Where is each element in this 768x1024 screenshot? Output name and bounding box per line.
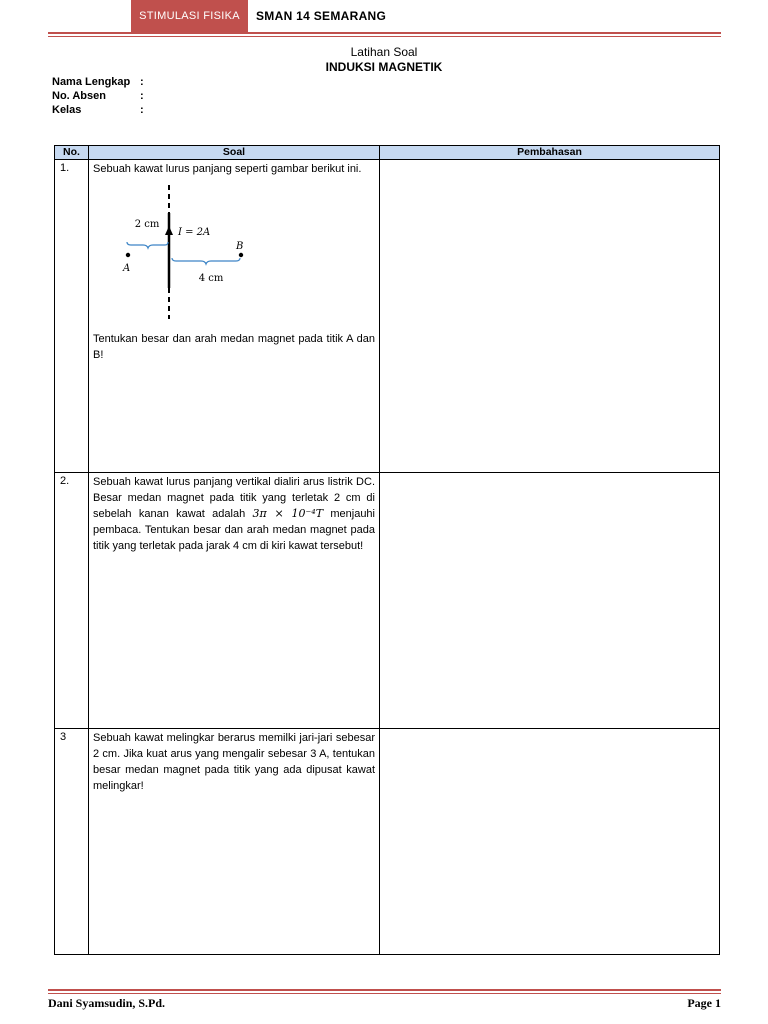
label-dist-b: 4 cm bbox=[198, 273, 224, 284]
doc-subtitle: INDUKSI MAGNETIK bbox=[325, 60, 443, 74]
table-header-row bbox=[55, 146, 720, 160]
soal-text-b: menjauhi pembaca. Tentukan besar dan arah medan magnet pada titik yang terletak pada jarak 4 cm di kiri kawat tersebut! bbox=[93, 508, 375, 552]
pembahasan-cell bbox=[380, 160, 720, 473]
identity-label: Nama Lengkap bbox=[52, 76, 131, 88]
header-rule bbox=[48, 32, 721, 34]
point-a-icon bbox=[126, 253, 130, 257]
table-row bbox=[55, 473, 720, 729]
label-point-b: B bbox=[236, 241, 244, 252]
identity-absen bbox=[52, 90, 144, 102]
footer-page-number: Page 1 bbox=[687, 996, 721, 1010]
soal-text bbox=[93, 474, 375, 554]
current-arrow-icon bbox=[165, 226, 173, 235]
pembahasan-cell bbox=[380, 473, 720, 729]
identity-label: No. Absen bbox=[52, 90, 106, 102]
brace-right-icon bbox=[172, 258, 240, 264]
header-school: SMAN 14 SEMARANG bbox=[256, 9, 387, 23]
header-soal: Soal bbox=[89, 146, 380, 160]
identity-colon: : bbox=[140, 76, 144, 88]
soal-cell bbox=[89, 473, 380, 729]
identity-label: Kelas bbox=[52, 104, 82, 116]
identity-colon: : bbox=[140, 90, 144, 102]
row-number: 2. bbox=[55, 473, 89, 729]
row-number: 3 bbox=[55, 729, 89, 955]
soal-cell bbox=[89, 160, 380, 473]
table-row bbox=[55, 160, 720, 473]
identity-colon: : bbox=[140, 104, 144, 116]
soal-intro: Sebuah kawat lurus panjang seperti gambar berikut ini. bbox=[93, 163, 362, 175]
row-number: 1. bbox=[55, 160, 89, 473]
footer-author: Dani Syamsudin, S.Pd. bbox=[48, 996, 166, 1010]
header-tab-label: STIMULASI FISIKA bbox=[139, 10, 240, 22]
header-rule-thin bbox=[48, 36, 721, 37]
header-no: No. bbox=[55, 146, 89, 160]
point-b-icon bbox=[239, 253, 243, 257]
question-table bbox=[54, 145, 720, 955]
wire-diagram bbox=[93, 183, 293, 321]
label-dist-a: 2 cm bbox=[134, 219, 160, 230]
soal-math: 3π × 10⁻⁴T bbox=[252, 507, 324, 520]
soal-text-a: Sebuah kawat lurus panjang vertikal dialiri arus listrik DC. Besar medan magnet pada titik yang terletak 2 cm di sebelah kanan kawat adalah bbox=[93, 476, 375, 520]
footer-rule-thin bbox=[48, 993, 721, 994]
identity-kelas bbox=[52, 104, 144, 116]
header-pembahasan: Pembahasan bbox=[380, 146, 720, 160]
table-row bbox=[55, 729, 720, 955]
identity-name bbox=[52, 76, 144, 88]
header-tab bbox=[131, 0, 248, 32]
label-current: I = 2A bbox=[178, 227, 211, 238]
doc-title: Latihan Soal bbox=[350, 45, 418, 59]
soal-text: Sebuah kawat melingkar berarus memilki jari-jari sebesar 2 cm. Jika kuat arus yang mengalir sebesar 3 A, tentukan besar medan magnet pada titik yang ada dipusat kawat melingkar! bbox=[93, 732, 375, 792]
label-point-a: A bbox=[123, 263, 131, 274]
footer-rule bbox=[48, 989, 721, 991]
soal-cell bbox=[89, 729, 380, 955]
brace-left-icon bbox=[127, 242, 168, 248]
pembahasan-cell bbox=[380, 729, 720, 955]
soal-question: Tentukan besar dan arah medan magnet pada titik A dan B! bbox=[93, 333, 375, 361]
